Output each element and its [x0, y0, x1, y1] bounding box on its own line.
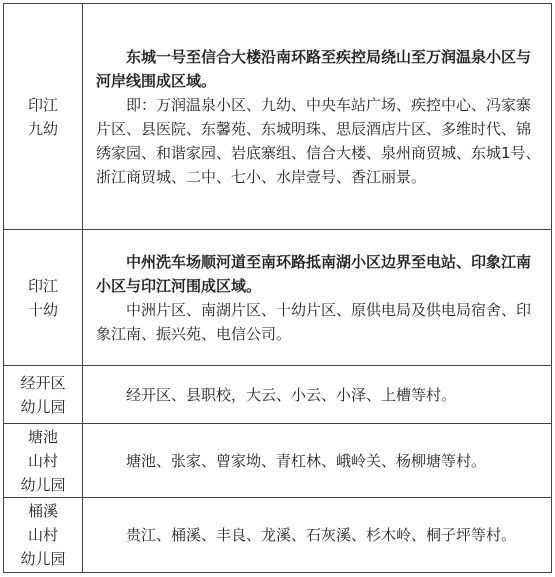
school-name-cell [4, 498, 83, 573]
zone-description-cell [83, 366, 552, 424]
school-name-cell [4, 424, 83, 498]
zone-area-list: 贵江、桶溪、丰良、龙溪、石灰溪、杉木岭、桐子坪等村。 [126, 526, 517, 544]
school-name-line: 幼儿园 [20, 475, 66, 494]
table-row [4, 230, 552, 366]
school-name-cell [4, 230, 83, 366]
school-name-line: 幼儿园 [20, 550, 66, 568]
zone-area-list: 塘池、张家、曾家坳、青杠林、峨岭关、杨柳塘等村。 [126, 451, 487, 470]
school-name-cell [4, 4, 83, 230]
zone-area-list: 中洲片区、南湖片区、十幼片区、原供电局及供电局宿舍、印象江南、振兴苑、电信公司。 [96, 300, 532, 343]
table-row [4, 4, 552, 230]
zone-area-list: 即：万润温泉小区、九幼、中央车站广场、疾控中心、冯家寨片区、县医院、东馨苑、东城明珠、思辰酒店片区、多维时代、锦绣家园、和谐家园、岩底寨组、信合大楼、泉州商贸城、东城1号、浙江商贸城、二中、七小、水岸壹号、香江丽景。 [96, 95, 541, 186]
enrollment-zone-table [3, 3, 552, 573]
school-name-line: 印江 [27, 95, 58, 114]
zone-description-cell [83, 4, 552, 230]
school-name-line: 幼儿园 [20, 397, 66, 416]
school-name-line: 十幼 [27, 300, 58, 319]
school-name-line: 桶溪 [27, 502, 58, 520]
school-name-line: 塘池 [27, 427, 58, 446]
table-row [4, 498, 552, 573]
school-name-line: 九幼 [27, 119, 58, 138]
school-name-line: 经开区 [20, 373, 66, 392]
school-name-line: 山村 [27, 451, 58, 470]
zone-boundary-summary: 东城一号至信合大楼沿南环路至疾控局绕山至万润温泉小区与河岸线围成区域。 [96, 47, 532, 90]
school-name-line: 山村 [27, 526, 58, 544]
zone-description-cell [83, 424, 552, 498]
table-row [4, 424, 552, 498]
zone-area-list: 经开区、县职校，大云、小云、小泽、上槽等村。 [126, 385, 457, 404]
table-row [4, 366, 552, 424]
zone-description-cell [83, 230, 552, 366]
school-name-cell [4, 366, 83, 424]
school-name-line: 印江 [27, 276, 58, 295]
zone-boundary-summary: 中州洗车场顺河道至南环路抵南湖小区边界至电站、印象江南小区与印江河围成区域。 [96, 252, 532, 295]
zone-description-cell [83, 498, 552, 573]
